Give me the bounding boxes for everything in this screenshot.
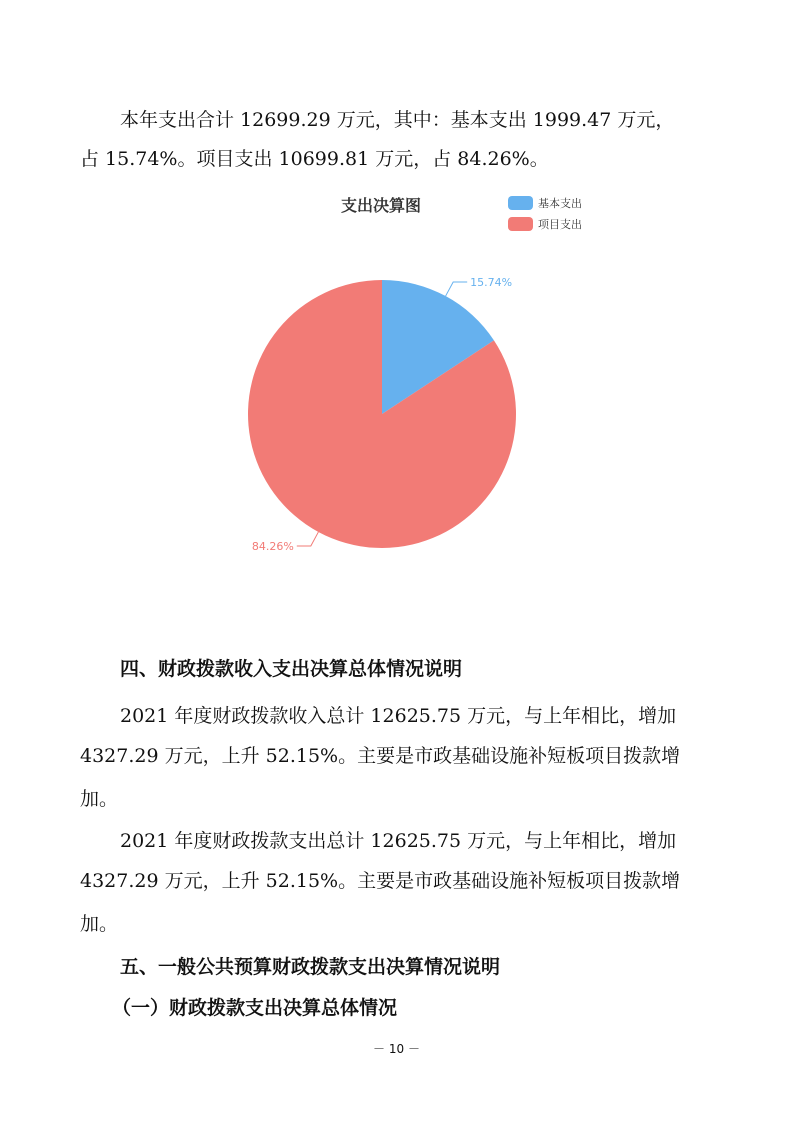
section-4-p2-line-3: 加。 <box>80 913 119 935</box>
intro-line-1: 本年支出合计 12699.29 万元，其中：基本支出 1999.47 万元， <box>120 109 675 131</box>
slice-label-1: 15.74% <box>470 275 513 289</box>
section-4-p1-line-3: 加。 <box>80 788 119 810</box>
legend-label-2: 项目支出 <box>538 218 582 231</box>
legend-swatch-1 <box>508 196 533 210</box>
section-4-p1-line-1: 2021 年度财政拨款收入总计 12625.75 万元，与上年相比，增加 <box>120 705 677 727</box>
slice-label-leader-2 <box>297 532 319 546</box>
intro-line-2: 占 15.74%。项目支出 10699.81 万元，占 84.26%。 <box>80 148 549 170</box>
section-4-p2-line-2: 4327.29 万元，上升 52.15%。主要是市政基础设施补短板项目拨款增 <box>80 870 681 892</box>
slice-label-2: 84.26% <box>251 540 294 554</box>
section-4-p1-line-2: 4327.29 万元，上升 52.15%。主要是市政基础设施补短板项目拨款增 <box>80 745 681 767</box>
legend-label-1: 基本支出 <box>538 197 582 210</box>
section-4-heading: 四、财政拨款收入支出决算总体情况说明 <box>120 658 463 680</box>
slice-label-leader-1 <box>446 282 468 296</box>
chart-legend <box>508 196 582 231</box>
pie-chart <box>200 182 620 572</box>
page-number: － 10 － <box>373 1042 420 1056</box>
section-4-p2-line-1: 2021 年度财政拨款支出总计 12625.75 万元，与上年相比，增加 <box>120 830 677 852</box>
section-5-heading: 五、一般公共预算财政拨款支出决算情况说明 <box>120 956 501 978</box>
legend-swatch-2 <box>508 217 533 231</box>
section-5-subheading: （一）财政拨款支出决算总体情况 <box>112 997 398 1019</box>
chart-title: 支出决算图 <box>340 196 422 215</box>
